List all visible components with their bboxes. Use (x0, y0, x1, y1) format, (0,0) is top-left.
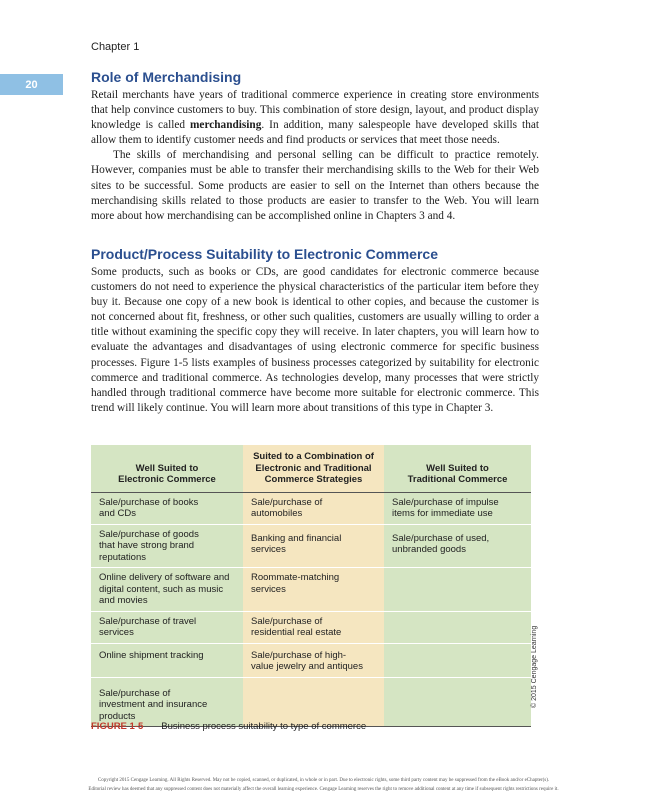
header-text: Suited to a Combination of Electronic and Traditional Commerce Strategies (253, 451, 374, 485)
table-cell: Sale/purchase of impulse items for immediate use (384, 492, 531, 524)
text-run: . In addition, many salespeople have developed skills that allow them to identify customer needs and find products or services that meet those needs. (91, 119, 539, 147)
footer-copyright-line-2: Editorial review has deemed that any suppressed content does not materially affect the overall learning experience. Cengage Learning reserves the right to remove additional content at any time if subsequent rights restrictions require it. (88, 787, 559, 792)
column-header-electronic (91, 445, 243, 492)
table-cell: Roommate-matching services (243, 568, 384, 612)
column-header-combination (243, 445, 384, 492)
section-body-suitability (91, 265, 539, 416)
footer-copyright-line-1: Copyright 2015 Cengage Learning. All Rights Reserved. May not be copied, scanned, or duplicated, in whole or in part. Due to electronic rights, some third party content may be suppressed from the eBook and/or eChapter(s). (97, 778, 550, 783)
table-row (91, 611, 531, 643)
table-cell: Sale/purchase of goods that have strong brand reputations (91, 524, 243, 568)
page-number-tab (0, 74, 63, 95)
text-run: Retail merchants have years of traditional commerce experience in creating store environments that help convince customers to buy. This combination of store design, layout, and product display knowledge is called (91, 89, 539, 132)
figure-table (91, 445, 531, 727)
key-term: merchandising (190, 119, 262, 132)
section-body-merchandising (91, 88, 539, 224)
table-cell: Sale/purchase of residential real estate (243, 611, 384, 643)
table-cell: Online shipment tracking (91, 643, 243, 677)
table-row (91, 524, 531, 568)
table-cell (384, 677, 531, 727)
paragraph: The skills of merchandising and personal selling can be difficult to practice remotely. However, companies must be able to transfer their merchandising skills to the Web for their Web sites to be successful. Some products are easier to sell on the Internet than others because the merchandising skills related to those products are easier to transfer to the Web. You will learn more about how merchandising can be accomplished online in Chapters 3 and 4. (91, 149, 539, 222)
page-number: 20 (25, 78, 38, 91)
table-header-row (91, 445, 531, 492)
table-cell: Sale/purchase of high- value jewelry and antiques (243, 643, 384, 677)
column-header-traditional (384, 445, 531, 492)
header-text: Well Suited to Traditional Commerce (407, 462, 508, 485)
table-cell: Sale/purchase of automobiles (243, 492, 384, 524)
caption-text: Business process suitability to type of commerce (161, 721, 367, 732)
table-row (91, 492, 531, 524)
paragraph: Some products, such as books or CDs, are good candidates for electronic commerce because customers do not need to experience the physical characteristics of the particular item before they buy it. Because one copy of a new book is identical to other copies, and because the customer is not concerned about fit, freshness, or other such qualities, customers are usually willing to order a title without examining the specific copy they will receive. In later chapters, you will learn how to evaluate the advantages and disadvantages of using electronic commerce for specific business processes. Figure 1-5 lists examples of business processes categorized by suitability for electronic commerce and traditional commerce. As technologies develop, many processes that were strictly handled through traditional commerce have become more suitable for electronic commerce. This trend will likely continue. You will learn more about transitions of this type in Chapter 3. (91, 266, 539, 414)
table-cell: Sale/purchase of books and CDs (91, 492, 243, 524)
table-row (91, 643, 531, 677)
table-cell (384, 568, 531, 612)
section-heading-merchandising: Role of Merchandising (91, 69, 242, 85)
figure-caption (91, 721, 366, 732)
paragraph (91, 88, 539, 148)
table-cell (384, 643, 531, 677)
header-text: Well Suited to Electronic Commerce (118, 462, 216, 485)
table-cell: Online delivery of software and digital content, such as music and movies (91, 568, 243, 612)
table-cell: Sale/purchase of used, unbranded goods (384, 524, 531, 568)
figure-label: FIGURE 1-5 (91, 721, 144, 732)
table-row (91, 568, 531, 612)
table-cell: Banking and financial services (243, 524, 384, 568)
figure-copyright: © 2015 Cengage Learning (531, 625, 538, 708)
running-header-chapter: Chapter 1 (91, 41, 140, 53)
section-heading-suitability: Product/Process Suitability to Electronic Commerce (91, 246, 438, 262)
table-cell: Sale/purchase of investment and insurance products (91, 677, 243, 727)
table-cell: Sale/purchase of travel services (91, 611, 243, 643)
table-row (91, 677, 531, 727)
table-cell (243, 677, 384, 727)
table-cell (384, 611, 531, 643)
